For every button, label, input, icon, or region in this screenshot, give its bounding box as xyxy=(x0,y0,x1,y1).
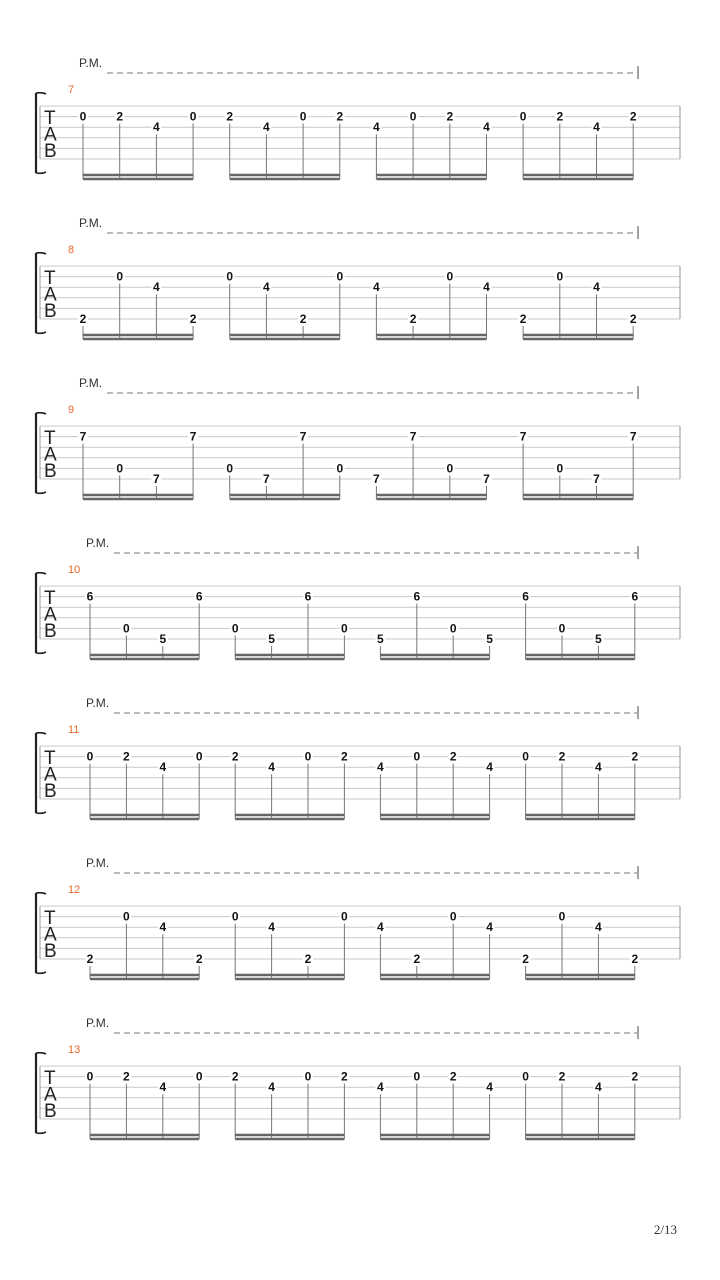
palm-mute-label: P.M. xyxy=(79,216,103,230)
tab-clef-letter: T xyxy=(44,108,56,129)
fret-number: 2 xyxy=(195,952,203,966)
fret-number: 2 xyxy=(449,749,457,764)
fret-number: 4 xyxy=(268,760,275,775)
fret-number: 4 xyxy=(595,1080,602,1095)
bracket-bottom-curl xyxy=(36,812,46,813)
tab-clef-letter: A xyxy=(44,124,57,146)
fret-number: 2 xyxy=(79,312,87,326)
fret-number: 4 xyxy=(377,920,384,935)
fret-number: 2 xyxy=(226,109,234,124)
fret-number: 2 xyxy=(556,109,564,124)
fret-number: 7 xyxy=(409,429,417,444)
bar-number: 12 xyxy=(68,884,81,896)
fret-number: 4 xyxy=(159,920,167,935)
tab-clef-letter: T xyxy=(44,748,56,769)
tab-clef-letter: B xyxy=(44,301,57,322)
fret-number: 2 xyxy=(116,109,124,124)
fret-number: 4 xyxy=(268,920,275,935)
tab-clef-letter: B xyxy=(44,941,57,962)
fret-number: 4 xyxy=(373,280,380,295)
fret-number: 4 xyxy=(486,760,493,775)
fret-number: 0 xyxy=(116,269,124,284)
fret-number: 0 xyxy=(336,269,344,284)
fret-number: 4 xyxy=(153,120,160,135)
fret-number: 7 xyxy=(629,429,637,444)
tab-clef-letter: B xyxy=(44,141,57,162)
fret-number: 0 xyxy=(341,909,348,924)
fret-number: 2 xyxy=(304,952,312,966)
fret-number: 4 xyxy=(159,760,167,775)
fret-number: 2 xyxy=(449,1069,457,1084)
fret-number: 0 xyxy=(304,1069,312,1084)
fret-number: 0 xyxy=(446,461,454,476)
fret-number: 0 xyxy=(195,749,203,764)
tab-clef-letter: A xyxy=(44,924,57,946)
fret-number: 2 xyxy=(231,749,239,764)
fret-number: 0 xyxy=(189,109,197,124)
fret-number: 2 xyxy=(629,109,637,124)
bracket-bottom-curl xyxy=(36,972,46,973)
fret-number: 2 xyxy=(189,312,197,326)
fret-number: 7 xyxy=(593,472,600,486)
fret-number: 0 xyxy=(304,749,312,764)
bracket-bottom-curl xyxy=(36,172,46,173)
palm-mute-label: P.M. xyxy=(79,56,103,70)
fret-number: 0 xyxy=(123,909,130,924)
fret-number: 6 xyxy=(413,589,421,604)
bar-number: 10 xyxy=(68,564,81,576)
fret-number: 7 xyxy=(189,429,197,444)
fret-number: 6 xyxy=(631,589,639,604)
fret-number: 4 xyxy=(595,920,602,935)
fret-number: 5 xyxy=(268,632,275,646)
tab-clef-letter: T xyxy=(44,908,56,929)
fret-number: 6 xyxy=(195,589,203,604)
bracket-bottom-curl xyxy=(36,492,46,493)
bracket-top-curl xyxy=(36,253,46,254)
fret-number: 6 xyxy=(522,589,529,604)
tab-clef-letter: T xyxy=(44,268,56,289)
fret-number: 0 xyxy=(299,109,307,124)
fret-number: 0 xyxy=(231,621,239,636)
fret-number: 0 xyxy=(341,621,348,636)
fret-number: 0 xyxy=(449,621,457,636)
fret-number: 0 xyxy=(123,621,130,636)
fret-number: 2 xyxy=(631,1069,639,1084)
fret-number: 2 xyxy=(86,952,94,966)
tab-clef-letter: B xyxy=(44,461,57,482)
tab-clef-letter: A xyxy=(44,284,57,306)
bracket-bottom-curl xyxy=(36,332,46,333)
palm-mute-label: P.M. xyxy=(86,856,110,870)
fret-number: 0 xyxy=(558,621,566,636)
fret-number: 5 xyxy=(595,632,602,646)
fret-number: 7 xyxy=(519,429,527,444)
fret-number: 7 xyxy=(373,472,380,486)
fret-number: 0 xyxy=(231,909,239,924)
fret-number: 7 xyxy=(153,472,160,486)
fret-number: 4 xyxy=(593,120,600,135)
fret-number: 2 xyxy=(123,1069,130,1084)
fret-number: 4 xyxy=(377,1080,384,1095)
fret-number: 4 xyxy=(153,280,160,295)
fret-number: 7 xyxy=(483,472,490,486)
fret-number: 0 xyxy=(558,909,566,924)
bracket-top-curl xyxy=(36,733,46,734)
fret-number: 0 xyxy=(79,109,87,124)
fret-number: 2 xyxy=(446,109,454,124)
tab-clef-letter: A xyxy=(44,1084,57,1106)
fret-number: 0 xyxy=(413,1069,421,1084)
tab-clef-letter: B xyxy=(44,621,57,642)
fret-number: 4 xyxy=(486,920,493,935)
fret-number: 7 xyxy=(263,472,270,486)
fret-number: 0 xyxy=(86,1069,94,1084)
fret-number: 4 xyxy=(377,760,384,775)
fret-number: 2 xyxy=(629,312,637,326)
tab-clef-letter: T xyxy=(44,1068,56,1089)
fret-number: 0 xyxy=(226,269,234,284)
bar-number: 9 xyxy=(68,404,75,416)
bracket-top-curl xyxy=(36,893,46,894)
palm-mute-label: P.M. xyxy=(86,696,110,710)
fret-number: 4 xyxy=(159,1080,167,1095)
fret-number: 0 xyxy=(116,461,124,476)
palm-mute-label: P.M. xyxy=(86,1016,110,1030)
fret-number: 4 xyxy=(486,1080,493,1095)
fret-number: 0 xyxy=(556,461,564,476)
fret-number: 4 xyxy=(593,280,600,295)
palm-mute-label: P.M. xyxy=(79,376,103,390)
fret-number: 2 xyxy=(558,749,566,764)
bar-number: 11 xyxy=(68,724,80,736)
fret-number: 4 xyxy=(373,120,380,135)
fret-number: 2 xyxy=(409,312,417,326)
tab-clef-letter: A xyxy=(44,604,57,626)
fret-number: 7 xyxy=(79,429,87,444)
fret-number: 0 xyxy=(449,909,457,924)
fret-number: 2 xyxy=(341,1069,348,1084)
fret-number: 2 xyxy=(631,952,639,966)
fret-number: 0 xyxy=(226,461,234,476)
tab-clef-letter: B xyxy=(44,1101,57,1122)
fret-number: 2 xyxy=(123,749,130,764)
fret-number: 2 xyxy=(336,109,344,124)
fret-number: 0 xyxy=(195,1069,203,1084)
fret-number: 2 xyxy=(519,312,527,326)
bracket-bottom-curl xyxy=(36,652,46,653)
palm-mute-label: P.M. xyxy=(86,536,110,550)
tab-clef-letter: A xyxy=(44,764,57,786)
fret-number: 6 xyxy=(304,589,312,604)
fret-number: 0 xyxy=(409,109,417,124)
fret-number: 0 xyxy=(519,109,527,124)
fret-number: 0 xyxy=(522,1069,529,1084)
fret-number: 4 xyxy=(595,760,602,775)
bracket-bottom-curl xyxy=(36,1132,46,1133)
fret-number: 2 xyxy=(558,1069,566,1084)
bracket-top-curl xyxy=(36,93,46,94)
fret-number: 2 xyxy=(231,1069,239,1084)
fret-number: 6 xyxy=(86,589,94,604)
fret-number: 0 xyxy=(86,749,94,764)
fret-number: 0 xyxy=(336,461,344,476)
bracket-top-curl xyxy=(36,413,46,414)
fret-number: 5 xyxy=(377,632,384,646)
bar-number: 7 xyxy=(68,84,75,96)
bar-number: 8 xyxy=(68,244,75,256)
bar-number: 13 xyxy=(68,1044,81,1056)
page-number: 2/13 xyxy=(653,1222,677,1237)
fret-number: 0 xyxy=(522,749,529,764)
fret-number: 2 xyxy=(299,312,307,326)
fret-number: 4 xyxy=(263,280,270,295)
fret-number: 0 xyxy=(446,269,454,284)
bracket-top-curl xyxy=(36,573,46,574)
fret-number: 7 xyxy=(299,429,307,444)
fret-number: 4 xyxy=(268,1080,275,1095)
tab-clef-letter: B xyxy=(44,781,57,802)
tab-clef-letter: T xyxy=(44,588,56,609)
fret-number: 5 xyxy=(486,632,493,646)
fret-number: 2 xyxy=(631,749,639,764)
tab-clef-letter: T xyxy=(44,428,56,449)
bracket-top-curl xyxy=(36,1053,46,1054)
fret-number: 4 xyxy=(483,280,490,295)
tab-clef-letter: A xyxy=(44,444,57,466)
fret-number: 2 xyxy=(522,952,529,966)
fret-number: 0 xyxy=(413,749,421,764)
fret-number: 5 xyxy=(159,632,167,646)
fret-number: 4 xyxy=(263,120,270,135)
fret-number: 2 xyxy=(341,749,348,764)
fret-number: 0 xyxy=(556,269,564,284)
fret-number: 4 xyxy=(483,120,490,135)
fret-number: 2 xyxy=(413,952,421,966)
